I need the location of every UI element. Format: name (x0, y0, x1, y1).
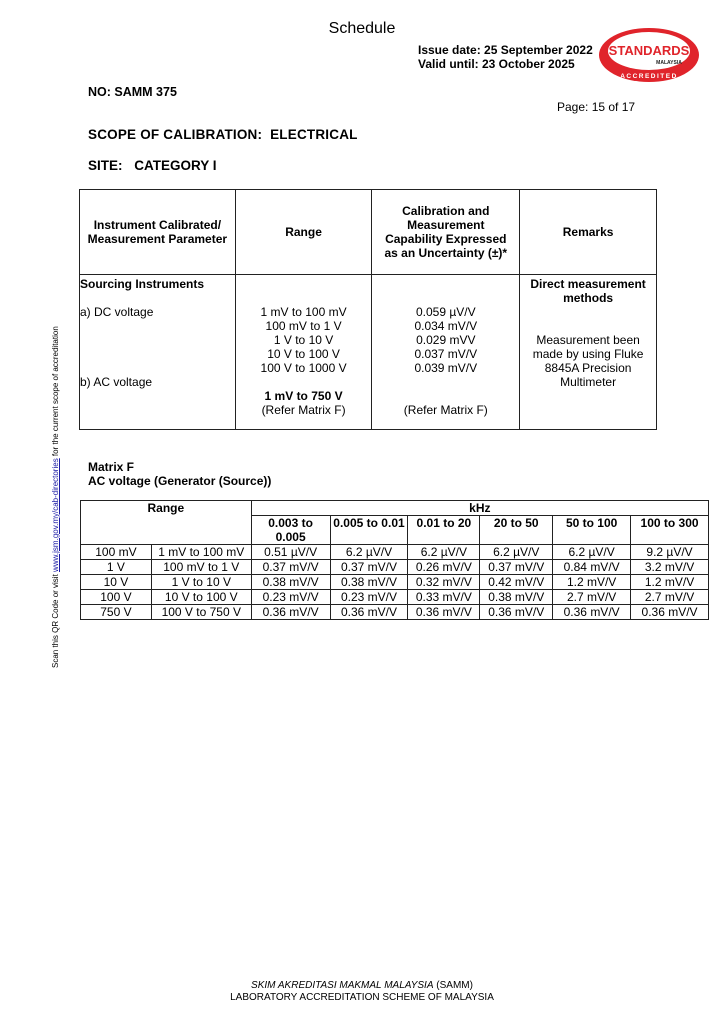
remarks-title: Direct measurement methods (530, 277, 646, 305)
qr-note-after: for the current scope of accreditation (51, 326, 60, 459)
matrix-value: 0.36 mV/V (553, 605, 631, 620)
matrix-heading (88, 460, 271, 488)
qr-note-before: Scan this QR Code or visit (51, 571, 60, 668)
parameter-ac: b) AC voltage (80, 375, 153, 389)
dc-range: 1 mV to 100 mV (260, 305, 347, 319)
freq-column-header: 50 to 100 (553, 516, 631, 545)
matrix-value: 0.23 mV/V (251, 590, 330, 605)
matrix-value: 6.2 µV/V (480, 545, 553, 560)
matrix-value: 0.23 mV/V (330, 590, 408, 605)
matrix-header-row (81, 501, 709, 516)
matrix-value: 2.7 mV/V (553, 590, 631, 605)
samm-number: NO: SAMM 375 (88, 85, 177, 99)
site-label: SITE: (88, 158, 123, 173)
matrix-value: 0.36 mV/V (408, 605, 480, 620)
header-uncertainty: Calibration and Measurement Capability Expressed as an Uncertainty (±)* (372, 190, 520, 275)
matrix-range: 10 V (81, 575, 152, 590)
issue-info (418, 43, 593, 71)
matrix-row (81, 545, 709, 560)
footer-abbrev: (SAMM) (433, 980, 473, 991)
header-parameter: Instrument Calibrated/ Measurement Parameter (80, 190, 236, 275)
footer-scheme-english: LABORATORY ACCREDITATION SCHEME OF MALAYSIA (230, 992, 494, 1003)
matrix-value: 1.2 mV/V (553, 575, 631, 590)
scope-table-header (80, 190, 657, 275)
matrix-range: 100 mV (81, 545, 152, 560)
dc-range: 100 V to 1000 V (260, 361, 347, 375)
matrix-value: 1.2 mV/V (631, 575, 709, 590)
matrix-value: 0.37 mV/V (330, 560, 408, 575)
matrix-title: Matrix F (88, 460, 135, 474)
logo-top-text: STANDARDS (608, 43, 690, 58)
matrix-value: 0.42 mV/V (480, 575, 553, 590)
dc-uncertainty: 0.034 mV/V (414, 319, 478, 333)
matrix-span: 10 V to 100 V (151, 590, 251, 605)
matrix-range: 100 V (81, 590, 152, 605)
logo-sub-text: MALAYSIA (656, 60, 682, 66)
matrix-subtitle: AC voltage (Generator (Source)) (88, 474, 272, 488)
matrix-value: 0.36 mV/V (480, 605, 553, 620)
scope-table (79, 189, 657, 430)
matrix-value: 0.51 µV/V (251, 545, 330, 560)
matrix-value: 0.38 mV/V (251, 575, 330, 590)
matrix-range: 1 V (81, 560, 152, 575)
matrix-value: 0.37 mV/V (480, 560, 553, 575)
scope-heading: SCOPE OF CALIBRATION: ELECTRICAL (88, 127, 358, 142)
ac-range-note: (Refer Matrix F) (261, 403, 346, 417)
valid-until: Valid until: 23 October 2025 (418, 57, 575, 71)
site-value: CATEGORY I (134, 158, 217, 173)
matrix-range: 750 V (81, 605, 152, 620)
remarks-text: Measurement been made by using Fluke 8845A Precision Multimeter (532, 333, 644, 389)
dc-uncertainty: 0.029 mVV (416, 333, 476, 347)
cab-directories-link[interactable]: www.jsm.gov.my/cab-directories (51, 458, 60, 572)
standards-malaysia-logo-icon (597, 26, 701, 84)
header-remarks: Remarks (520, 190, 657, 275)
matrix-value: 3.2 mV/V (631, 560, 709, 575)
matrix-value: 0.37 mV/V (251, 560, 330, 575)
matrix-value: 0.38 mV/V (330, 575, 408, 590)
matrix-value: 6.2 µV/V (330, 545, 408, 560)
scope-table-row (80, 275, 657, 430)
ac-range: 1 mV to 750 V (264, 389, 343, 403)
uncertainty-cell (372, 275, 520, 430)
site-heading (88, 158, 217, 173)
range-cell (235, 275, 372, 430)
dc-range: 10 V to 100 V (267, 347, 340, 361)
matrix-value: 0.84 mV/V (553, 560, 631, 575)
qr-note (51, 326, 60, 668)
matrix-value: 9.2 µV/V (631, 545, 709, 560)
matrix-value: 0.36 mV/V (251, 605, 330, 620)
parameter-cell (80, 275, 236, 430)
header-range: Range (235, 190, 372, 275)
matrix-value: 6.2 µV/V (553, 545, 631, 560)
logo-ring-text: ACCREDITED (620, 73, 678, 80)
section-label: Sourcing Instruments (80, 277, 205, 291)
remarks-cell (520, 275, 657, 430)
footer-scheme-malay: SKIM AKREDITASI MAKMAL MALAYSIA (251, 980, 434, 991)
ac-uncertainty-note: (Refer Matrix F) (403, 403, 488, 417)
matrix-span: 1 mV to 100 mV (151, 545, 251, 560)
matrix-value: 0.36 mV/V (631, 605, 709, 620)
dc-uncertainty: 0.039 mV/V (414, 361, 478, 375)
freq-column-header: 0.01 to 20 (408, 516, 480, 545)
matrix-value: 0.36 mV/V (330, 605, 408, 620)
matrix-value: 0.33 mV/V (408, 590, 480, 605)
dc-range: 1 V to 10 V (273, 333, 334, 347)
document-title: Schedule (328, 20, 396, 37)
parameter-dc: a) DC voltage (80, 305, 154, 319)
freq-column-header: 20 to 50 (480, 516, 553, 545)
dc-range: 100 mV to 1 V (265, 319, 342, 333)
dc-uncertainty: 0.037 mV/V (414, 347, 478, 361)
matrix-table (80, 500, 709, 620)
footer (0, 980, 724, 1004)
page-number: Page: 15 of 17 (557, 100, 636, 114)
freq-column-header: 0.005 to 0.01 (330, 516, 408, 545)
matrix-value: 6.2 µV/V (408, 545, 480, 560)
matrix-row (81, 560, 709, 575)
matrix-span: 100 mV to 1 V (151, 560, 251, 575)
freq-column-header: 0.003 to 0.005 (251, 516, 330, 545)
issue-date: Issue date: 25 September 2022 (418, 43, 593, 57)
matrix-row (81, 605, 709, 620)
matrix-value: 0.26 mV/V (408, 560, 480, 575)
matrix-span: 100 V to 750 V (151, 605, 251, 620)
matrix-khz-header: kHz (251, 501, 708, 516)
matrix-row (81, 575, 709, 590)
matrix-value: 2.7 mV/V (631, 590, 709, 605)
freq-column-header: 100 to 300 (631, 516, 709, 545)
matrix-row (81, 590, 709, 605)
matrix-range-header: Range (81, 501, 252, 545)
matrix-span: 1 V to 10 V (151, 575, 251, 590)
dc-uncertainty: 0.059 µV/V (415, 305, 476, 319)
matrix-value: 0.32 mV/V (408, 575, 480, 590)
matrix-value: 0.38 mV/V (480, 590, 553, 605)
